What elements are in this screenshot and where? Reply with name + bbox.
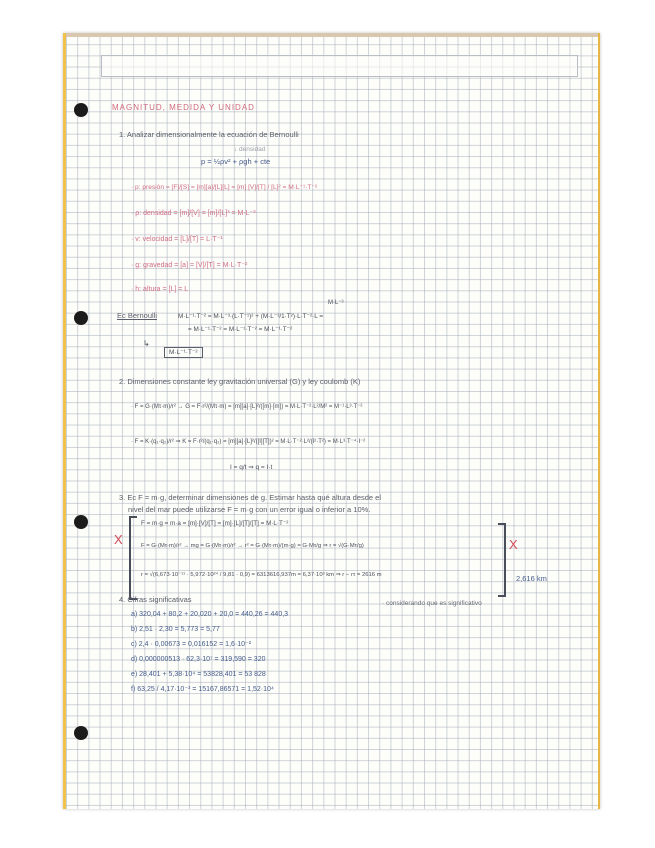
- s3-heading-1: 3. Ec F = m·g, determinar dimensiones de g. Estimar hasta qué altura desde el: [119, 493, 382, 502]
- s4-item-c: c) 2,4 · 0,00673 = 0,016152 = 1,6·10⁻²: [131, 641, 252, 648]
- ec-bernoulli-line2: = M·L⁻¹·T⁻² = M·L⁻¹·T⁻² = M·L⁻¹·T⁻²: [188, 326, 293, 333]
- ec-bernoulli-over: M·L⁻³: [328, 300, 344, 306]
- s2-heading: 2. Dimensiones constante ley gravitación universal (G) y ley coulomb (K): [119, 377, 361, 386]
- s4-heading: 4. Cifras significativas: [119, 595, 192, 604]
- ec-bernoulli-line1: M·L⁻¹·T⁻² = M·L⁻³·(L·T⁻¹)² + (M·L⁻³/1·T²)·L·T⁻²·L =: [178, 313, 324, 320]
- s3-answer: 2,616 km: [516, 574, 547, 583]
- header-box: [101, 55, 578, 77]
- s3-heading-2: nivel del mar puede utilizarse F = m·g con un error igual o inferior a 10%.: [128, 505, 371, 514]
- notebook-page: [63, 33, 600, 809]
- s4-item-d: d) 0,000000513 · 62,3·10⁷ = 319,590 = 320: [131, 656, 266, 663]
- s4-item-b: b) 2,51 · 2,30 = 5,773 = 5,77: [131, 626, 220, 633]
- punch-hole-2: [74, 311, 88, 325]
- s3-line-3: r = √(6,673·10⁻¹¹ · 5,972·10²⁴ / 9,81 · 0,9) = 6313616,937m = 6,37·10³ km ⇒ r − rτ = 2616 m: [141, 572, 382, 578]
- s3-right-bracket: [498, 523, 506, 597]
- page-title: MAGNITUD, MEDIDA Y UNIDAD: [112, 103, 255, 112]
- s1-hint: ↓ densidad: [234, 146, 266, 153]
- s1-line-velocidad: · v: velocidad = [L]/[T] = L·T⁻¹: [131, 236, 223, 243]
- arrow-icon: ↳: [143, 339, 150, 348]
- s3-x-mark-left: X: [114, 532, 123, 547]
- s4-item-e: e) 28,401 + 5,38·10⁴ = 53828,401 = 53 828: [131, 671, 266, 678]
- s4-item-a: a) 320,04 + 80,2 + 20,020 + 20,0 = 440,26 = 440,3: [131, 611, 289, 618]
- punch-hole-1: [74, 103, 88, 117]
- s3-left-bracket: [129, 516, 137, 600]
- s1-line-altura: · h: altura = [L] = L: [131, 286, 189, 293]
- s2-gravitacion-line: · F = G·(Mτ·m)/r² → G = F·r²/(Mτ·m) = [m][a]·[L]²/([m]·[m]) = M·L·T⁻²·L²/M² = M⁻¹·L³·T⁻²: [131, 404, 363, 410]
- s1-line-densidad: · ρ: densidad = [m]/[V] = [m]/[L]³ = M·L⁻³: [131, 210, 256, 217]
- ec-bernoulli-label: Ec Bernoulli: [117, 311, 158, 320]
- punch-hole-4: [74, 726, 88, 740]
- s3-line-1: F = m·g = m·a = [m]·[V]/[T] = [m]·[L]/[T]/[T] = M·L·T⁻²: [141, 520, 289, 527]
- s1-equation: p = ½ρv² + ρgh + cte: [201, 157, 271, 166]
- s2-intensity-line: I = q/t ⇒ q = I·t: [230, 464, 273, 471]
- s1-line-gravedad: · g: gravedad = [a] = [V]/[T] = M·L·T⁻²: [131, 262, 248, 269]
- s3-x-mark-right: X: [509, 537, 518, 552]
- s4-item-f: f) 63,25 / 4,17·10⁻³ = 15167,86571 = 1,52·10⁴: [131, 686, 274, 693]
- s1-line-presion: · p: presión = [F]/[S] = [m][a]/[L][L] = [m] [V]/[T] / [L]² = M·L⁻¹·T⁻²: [131, 184, 318, 191]
- punch-hole-3: [74, 515, 88, 529]
- bernoulli-result: M·L⁻¹·T⁻²: [164, 347, 203, 358]
- s1-heading: 1. Analizar dimensionalmente la ecuación de Bernoulli: [119, 130, 299, 139]
- page-top-band: [66, 33, 598, 37]
- s4-note: · considerando que es significativo: [382, 600, 482, 607]
- s2-coulomb-line: · F = K·(q₁·q₂)/r² ⇒ K = F·r²/(q₁·q₂) = [m][a]·[L]²/([I][T])² = M·L·T⁻²·L²/(I²·T²) = M·L³·T⁻⁴·I⁻²: [131, 439, 366, 445]
- s3-line-2: F = G·(Mτ·m)/r² → mg = G·(Mτ·m)/r² → r² = G·(Mτ·m)/(m·g) = G·Mτ/g ⇒ r = √(G·Mτ/g): [141, 543, 364, 549]
